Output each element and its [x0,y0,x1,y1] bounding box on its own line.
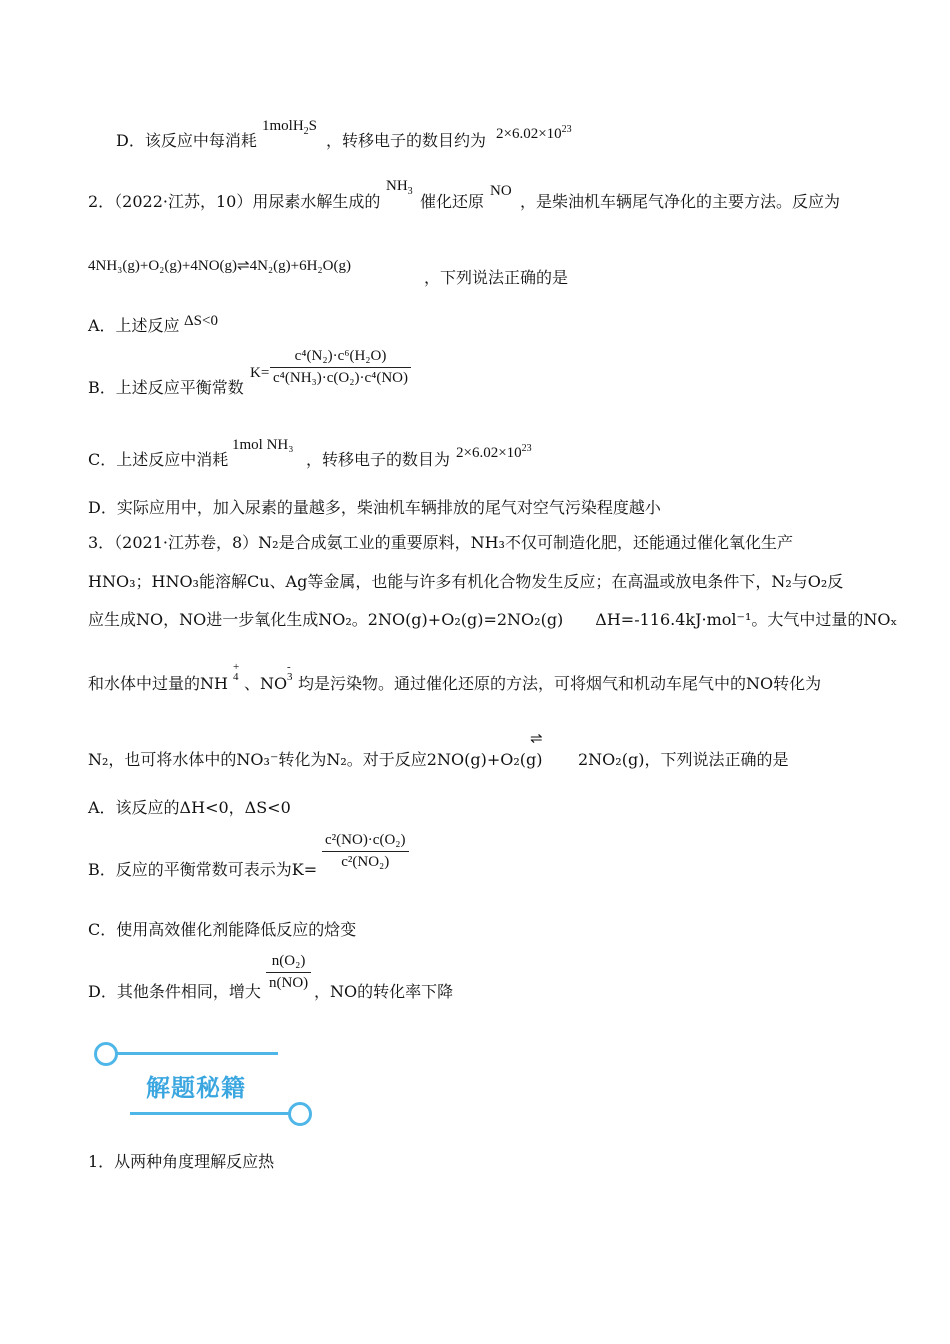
q2-equation: 4NH₃(g)+O₂(g)+4NO(g)⇌4N₂(g)+6H₂O(g) [88,258,351,274]
q3-line-1: 3．（2021·江苏卷，8）N₂是合成氨工业的重要原料，NH₃不仅可制造化肥，还能通过催化氧化生产 [88,533,793,552]
q2-k-fraction [270,348,411,387]
q3-line-4b: 、NO [244,674,288,693]
q2-option-c: C．上述反应中消耗 [88,450,229,469]
q3-option-b: B．反应的平衡常数可表示为K= [88,860,318,879]
q2-option-a-math: ΔS<0 [184,313,218,329]
q1-amount: 1molH$_2$S [262,118,318,137]
q3-nh4-charge: + [233,661,240,673]
badge-bottom-line [130,1112,300,1115]
q3-option-a: A．该反应的ΔH<0，ΔS<0 [88,798,291,817]
q2-no: NO [490,183,512,199]
q3-k-denominator: c²(NO₂) [341,854,390,870]
q2-stem-b: 催化还原 [420,192,485,211]
q2-option-a: A．上述反应 [88,316,180,335]
section-item-1: 1．从两种角度理解反应热 [88,1152,275,1171]
q2-stem-a: 2．（2022·江苏，10）用尿素水解生成的 [88,192,381,211]
q2-option-c-amount: 1mol NH₃ [232,437,294,453]
badge-top-line [104,1052,278,1055]
q3-line-4a: 和水体中过量的NH [88,674,228,693]
q2-stem-c: ，是柴油机车辆尾气净化的主要方法。反应为 [520,192,841,211]
q2-option-b: B．上述反应平衡常数 [88,378,244,397]
q3-k-fraction [322,832,409,871]
q3-line-2: HNO₃；HNO₃能溶解Cu、Ag等金属，也能与许多有机化合物发生反应；在高温或放电条件下，N₂与O₂反 [88,572,844,591]
q3-no3-sub: 3 [287,671,293,683]
q3-option-d-tail: ，NO的转化率下降 [314,982,454,1001]
q2-option-c-electrons: $2\times 6.02\times 10^{23}$ [456,443,532,461]
q3-reversible-arrow: ⇌ [530,731,543,747]
q3-option-c: C．使用高效催化剂能降低反应的焓变 [88,920,357,939]
q3-ratio-denominator: n(NO) [269,975,309,991]
q2-nh3: $NH_3$ [386,178,413,197]
q1-option-d: D．该反应中每消耗 [116,131,257,150]
q3-option-d: D．其他条件相同，增大 [88,982,261,1001]
q3-line-5b: 2NO₂(g)，下列说法正确的是 [578,750,789,769]
q3-line-3: 应生成NO，NO进一步氧化生成NO₂。2NO(g)+O₂(g)=2NO₂(g) ΔH=-116.4kJ·mol⁻¹。大气中过量的NOₓ [88,610,898,629]
section-badge-title: 解题秘籍 [146,1074,246,1102]
q2-k-symbol: K= [250,365,270,381]
q3-ratio-fraction [266,953,311,992]
q1-electrons: $2\times 6.02\times 10^{23}$ [496,124,572,142]
q2-equation-tail: ，下列说法正确的是 [424,268,569,287]
q2-option-c-middle: ，转移电子的数目为 [306,450,451,469]
q3-ratio-numerator: n(O₂) [266,953,311,973]
q3-k-numerator: c²(NO)·c(O₂) [322,832,409,852]
q2-k-denominator: c⁴(NH₃)·c(O₂)·c⁴(NO) [273,370,409,386]
q3-line-5a: N₂，也可将水体中的NO₃⁻转化为N₂。对于反应2NO(g)+O₂(g) [88,750,543,769]
q3-line-4c: 均是污染物。通过催化还原的方法，可将烟气和机动车尾气中的NO转化为 [298,674,822,693]
q3-nh4-sub: 4 [233,671,239,683]
q2-option-d: D．实际应用中，加入尿素的量越多，柴油机车辆排放的尾气对空气污染程度越小 [88,498,661,517]
q2-k-numerator: c⁴(N₂)·c⁶(H₂O) [270,348,411,368]
q1-middle: ，转移电子的数目约为 [326,131,487,150]
q3-no3-charge: - [287,661,291,673]
badge-left-circle-icon [94,1042,118,1066]
badge-right-circle-icon [288,1102,312,1126]
